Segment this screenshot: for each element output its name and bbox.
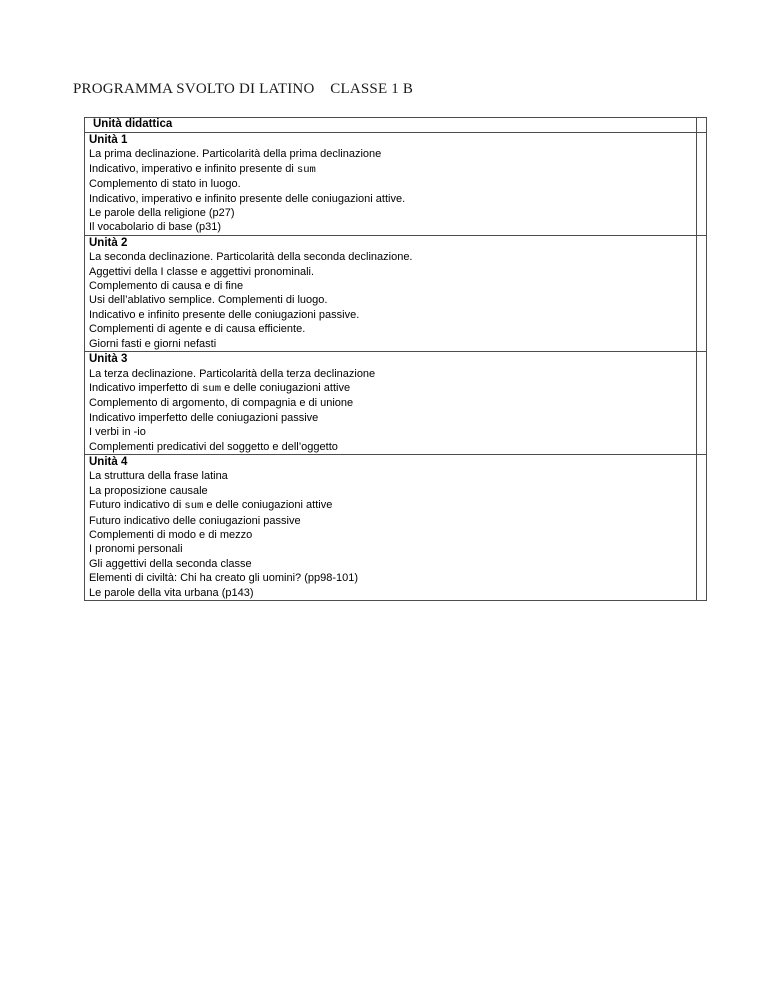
unit-label: Unità 2 xyxy=(89,236,128,249)
unit-row-4 xyxy=(85,454,707,600)
unit-line: La proposizione causale xyxy=(89,484,208,497)
unit-line: Le parole della vita urbana (p143) xyxy=(89,586,254,599)
table-header-row xyxy=(85,118,707,133)
unit-cell-4 xyxy=(85,454,697,600)
unit-line: I verbi in -io xyxy=(89,426,146,439)
unit-label: Unità 1 xyxy=(89,134,128,146)
unit-line: Indicativo, imperativo e infinito presente di sum xyxy=(89,162,316,176)
unit-line: La terza declinazione. Particolarità della terza declinazione xyxy=(89,367,376,380)
unit-line: Indicativo e infinito presente delle coniugazioni passive. xyxy=(89,308,360,321)
page-title: PROGRAMMA SVOLTO DI LATINO CLASSE 1 B xyxy=(73,81,414,97)
empty-side-cell xyxy=(697,133,707,236)
program-table-body xyxy=(85,118,707,601)
empty-side-cell xyxy=(697,454,707,600)
unit-line: Complementi predicativi del soggetto e dell’oggetto xyxy=(89,440,338,453)
unit-line: Le parole della religione (p27) xyxy=(89,207,235,220)
unit-line: Indicativo, imperativo e infinito presente delle coniugazioni attive. xyxy=(89,192,406,205)
unit-line: Indicativo imperfetto di sum e delle coniugazioni attive xyxy=(89,381,351,395)
unit-line: Complementi di agente e di causa efficiente. xyxy=(89,323,306,336)
unit-line: Aggettivi della I classe e aggettivi pronominali. xyxy=(89,265,315,278)
unit-line: Il vocabolario di base (p31) xyxy=(89,221,222,234)
unit-row-1 xyxy=(85,133,707,236)
latin-term: sum xyxy=(202,382,222,395)
unit-line: Giorni fasti e giorni nefasti xyxy=(89,337,217,350)
unit-row-2 xyxy=(85,235,707,351)
unit-label: Unità 3 xyxy=(89,353,128,366)
program-table xyxy=(84,117,707,601)
unit-line: Elementi di civiltà: Chi ha creato gli uomini? (pp98-101) xyxy=(89,572,359,585)
empty-side-cell xyxy=(697,118,707,133)
empty-side-cell xyxy=(697,235,707,351)
unit-line: La struttura della frase latina xyxy=(89,470,228,483)
unit-cell-2 xyxy=(85,235,697,351)
unit-line: Complemento di argomento, di compagnia e di unione xyxy=(89,397,354,410)
unit-row-3 xyxy=(85,352,707,455)
unit-line: I pronomi personali xyxy=(89,543,183,556)
unit-label: Unità 4 xyxy=(89,455,128,468)
unit-line: Indicativo imperfetto delle coniugazioni passive xyxy=(89,411,319,424)
unit-line: Gli aggettivi della seconda classe xyxy=(89,557,252,570)
unit-line: Complemento di stato in luogo. xyxy=(89,178,241,191)
unit-line: Futuro indicativo delle coniugazioni passive xyxy=(89,514,301,527)
unit-line: Futuro indicativo di sum e delle coniugazioni attive xyxy=(89,499,333,513)
latin-term: sum xyxy=(296,163,316,176)
empty-side-cell xyxy=(697,352,707,455)
unit-line: La prima declinazione. Particolarità della prima declinazione xyxy=(89,148,382,161)
unit-line: Complemento di causa e di fine xyxy=(89,280,244,293)
unit-cell-3 xyxy=(85,352,697,455)
table-header-cell: Unità didattica xyxy=(85,118,697,133)
unit-line: Complementi di modo e di mezzo xyxy=(89,528,253,541)
unit-cell-1 xyxy=(85,133,697,236)
unit-line: Usi dell’ablativo semplice. Complementi di luogo. xyxy=(89,294,328,307)
unit-line: La seconda declinazione. Particolarità della seconda declinazione. xyxy=(89,251,413,264)
latin-term: sum xyxy=(184,500,204,513)
